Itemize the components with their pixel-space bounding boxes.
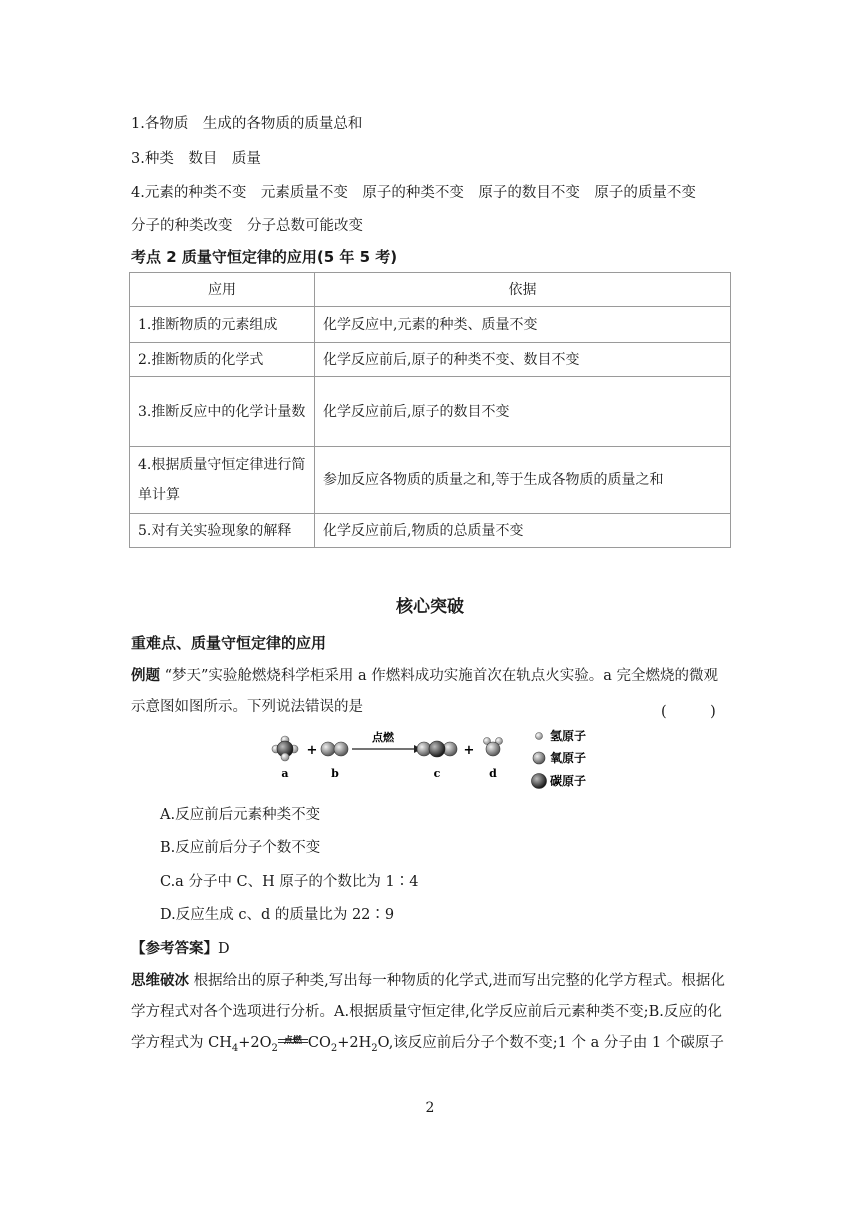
example-label: 例题 xyxy=(131,668,160,684)
subtitle: 重难点、质量守恒定律的应用 xyxy=(131,634,327,652)
plus-sign: + xyxy=(306,743,318,758)
table-row xyxy=(130,514,731,548)
equation-condition-arrow xyxy=(278,1036,308,1047)
table-row xyxy=(130,447,731,514)
legend-carbon: 碳原子 xyxy=(550,774,587,788)
plus-sign: + xyxy=(463,743,475,758)
answer-label: 【参考答案】 xyxy=(131,941,218,957)
analysis-text-1: 根据给出的原子种类,写出每一种物质的化学式,进而写出完整的化学方程式。根据化学方程式对各个选项进行分析。A.根据质量守恒定律,化学反应前后元素种类不变;B.反应的化学方程式为 xyxy=(131,973,725,1051)
molecule-c xyxy=(417,741,457,757)
reference-answer xyxy=(131,937,230,958)
example-question xyxy=(131,661,731,723)
answer-line-1: 1.各物质 生成的各物质的质量总和 xyxy=(131,116,363,132)
table-cell: 化学反应中,元素的种类、质量不变 xyxy=(315,307,731,343)
kaodian-title: 考点 2 质量守恒定律的应用(5 年 5 考) xyxy=(131,248,398,266)
answer-paren: ( ) xyxy=(661,704,716,720)
table-cell: 3.推断反应中的化学计量数 xyxy=(130,377,315,447)
table-cell: 参加反应各物质的质量之和,等于生成各物质的质量之和 xyxy=(315,447,731,514)
table-header: 依据 xyxy=(315,273,731,307)
oxygen-atom-icon xyxy=(533,752,545,764)
option-c: C.a 分子中 C、H 原子的个数比为 1∶4 xyxy=(160,874,419,890)
reaction-diagram xyxy=(266,727,606,793)
application-table xyxy=(129,272,731,548)
table-row xyxy=(130,307,731,343)
answer-line-4a: 4.元素的种类不变 元素质量不变 原子的种类不变 原子的数目不变 原子的质量不变 xyxy=(131,185,696,201)
table-cell: 化学反应前后,原子的数目不变 xyxy=(315,377,731,447)
section-title: 核心突破 xyxy=(396,597,464,617)
carbon-atom-icon xyxy=(532,774,547,789)
table-cell: 2.推断物质的化学式 xyxy=(130,343,315,377)
label-a: a xyxy=(281,767,289,780)
analysis-text-2: ,该反应前后分子个数不变;1 个 a 分子由 1 个碳原子 xyxy=(388,1035,724,1051)
molecule-b xyxy=(321,742,348,756)
table-cell: 5.对有关实验现象的解释 xyxy=(130,514,315,548)
equation-right: $CO_2+2H_2O$ xyxy=(307,1035,389,1054)
label-d: d xyxy=(489,767,497,780)
page-number: 2 xyxy=(425,1100,435,1116)
equation-left: $CH_4+2O_2$ xyxy=(208,1035,278,1054)
example-text: “梦天”实验舱燃烧科学柜采用 a 作燃料成功实施首次在轨点火实验。a 完全燃烧的微观示意图如图所示。下列说法错误的是 xyxy=(131,668,719,715)
table-cell: 化学反应前后,物质的总质量不变 xyxy=(315,514,731,548)
option-a: A.反应前后元素种类不变 xyxy=(160,807,321,823)
table-cell: 1.推断物质的元素组成 xyxy=(130,307,315,343)
legend-hydrogen: 氢原子 xyxy=(550,729,587,743)
option-b: B.反应前后分子个数不变 xyxy=(160,840,321,856)
label-b: b xyxy=(331,767,339,780)
analysis-label: 思维破冰 xyxy=(131,973,189,989)
table-header-row xyxy=(130,273,731,307)
answer-value: D xyxy=(218,941,230,957)
analysis xyxy=(131,966,731,1064)
equation-condition: 点燃 xyxy=(283,1036,302,1046)
legend-oxygen: 氧原子 xyxy=(550,751,587,765)
table-header: 应用 xyxy=(130,273,315,307)
table-row xyxy=(130,343,731,377)
table-cell: 化学反应前后,原子的种类不变、数目不变 xyxy=(315,343,731,377)
molecule-a xyxy=(272,736,298,761)
hydrogen-atom-icon xyxy=(536,733,543,740)
label-c: c xyxy=(433,767,441,780)
table-row xyxy=(130,377,731,447)
answer-line-4b: 分子的种类改变 分子总数可能改变 xyxy=(131,218,363,234)
reaction-condition: 点燃 xyxy=(372,731,394,744)
molecule-d xyxy=(484,738,503,757)
answer-line-3: 3.种类 数目 质量 xyxy=(131,151,261,167)
option-d: D.反应生成 c、d 的质量比为 22∶9 xyxy=(160,907,395,923)
legend xyxy=(532,728,587,789)
table-cell: 4.根据质量守恒定律进行简单计算 xyxy=(130,447,315,514)
